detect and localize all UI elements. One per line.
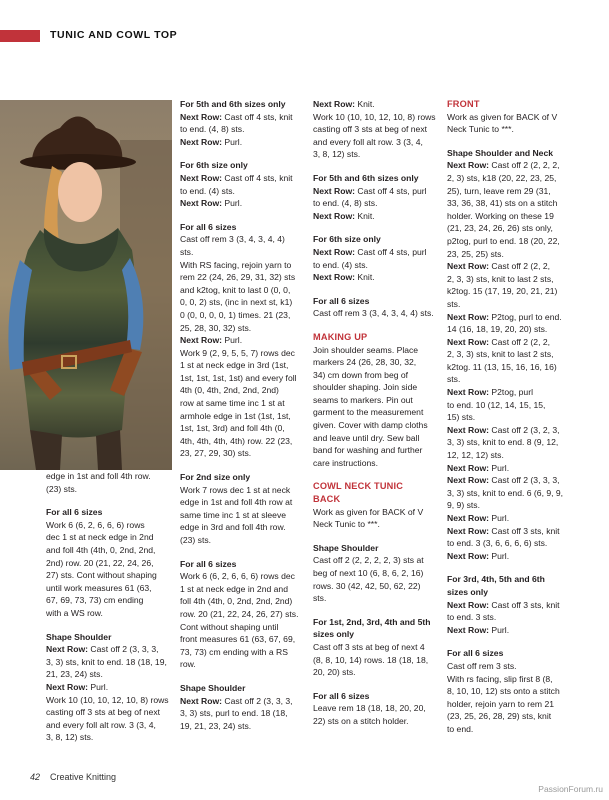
next-row-label: Next Row: xyxy=(447,311,490,322)
text-line: and leave until dry. Sew ball xyxy=(313,432,420,443)
text-line: 34) cm down from beg of xyxy=(313,369,409,380)
section-heading: Shape Shoulder xyxy=(46,631,112,642)
section-title-cowl-neck: COWL NECK TUNIC xyxy=(313,481,404,492)
next-row-label: Next Row: xyxy=(46,681,89,692)
text-line: Cast off 2 (3, 2, 3, xyxy=(491,424,560,435)
next-row-label: Next Row: xyxy=(46,644,89,655)
text-line: Cast off 2 (2, 2, xyxy=(491,336,551,347)
text-line: dec 1 st at neck edge in 2nd xyxy=(46,532,154,543)
text-line xyxy=(447,386,575,399)
next-row-label: Next Row: xyxy=(447,160,490,171)
text-line: and every foll alt row. 3 (3, 4, xyxy=(313,136,423,147)
text-line: garment to the measurement xyxy=(313,407,424,418)
text-line: Purl. xyxy=(224,335,243,346)
text-line: Work as given for BACK of V xyxy=(447,111,558,122)
text-line: k2tog. 11 (13, 15, 16, 16, 16) xyxy=(447,361,557,372)
text-line: Cast off 3 sts, knit xyxy=(491,599,560,610)
text-line xyxy=(313,210,437,223)
section-heading: Shape Shoulder and Neck xyxy=(447,147,554,158)
text-line xyxy=(447,525,575,538)
column-4 xyxy=(447,98,575,736)
column-2 xyxy=(180,98,304,732)
text-line: sts. xyxy=(180,246,194,257)
text-line: Work 6 (6, 2, 6, 6, 6) rows dec xyxy=(180,571,295,582)
text-line: edge in 1st and foll 4th row at xyxy=(180,497,293,508)
text-line: 0 (0, 0, 0, 0, 1) times. 21 (23, xyxy=(180,309,291,320)
next-row-label: Next Row: xyxy=(313,246,356,257)
section-title-front: FRONT xyxy=(447,99,480,109)
text-line: Cast off 3 sts, knit xyxy=(491,525,560,536)
text-line: Work 10 (10, 10, 12, 10, 8) rows xyxy=(313,111,436,122)
text-line xyxy=(180,197,304,210)
text-line: to end. (4, 8) sts. xyxy=(180,124,245,135)
text-line: 67, 69, 73, 73) cm ending xyxy=(46,595,144,606)
next-row-label: Next Row: xyxy=(180,198,223,209)
text-line xyxy=(180,334,304,347)
next-row-label: Next Row: xyxy=(447,261,490,272)
section-heading: For all 6 sizes xyxy=(46,507,103,518)
text-line: sts. xyxy=(447,374,461,385)
text-line: Purl. xyxy=(491,513,510,523)
text-line: 3, 3) sts, knit to end. 18 (18, 19, xyxy=(46,656,167,667)
text-line: 1 st at neck edge in 3rd (1st, xyxy=(180,360,289,371)
text-line: Cast off 2 (2, 2, 2, xyxy=(491,160,560,171)
text-line: P2tog, purl xyxy=(491,387,533,398)
text-line: to end. (4) sts. xyxy=(180,185,235,196)
text-line xyxy=(447,624,575,637)
text-line: 3, 3) sts, knit to end. 8 (9, 12, xyxy=(447,437,559,448)
section-heading: For 5th and 6th sizes only xyxy=(180,99,286,109)
text-line: 19, 21, 23, 24) sts. xyxy=(180,720,252,731)
text-line: Neck Tunic to ***. xyxy=(447,124,514,135)
text-line xyxy=(313,185,437,198)
next-row-label: Next Row: xyxy=(447,599,490,610)
text-line: Cast off 2 (3, 3, 3, xyxy=(224,695,293,706)
text-line xyxy=(447,159,575,172)
text-line: Join shoulder seams. Place xyxy=(313,344,419,355)
next-row-label: Next Row: xyxy=(447,550,490,561)
section-heading: For 6th size only xyxy=(180,160,248,171)
text-line xyxy=(313,98,437,111)
text-line: row. 20 (21, 22, 24, 26, 27) sts. xyxy=(180,608,299,619)
section-heading: For 6th size only xyxy=(313,234,381,245)
text-line: Knit. xyxy=(357,99,375,109)
text-line: and every foll alt row. 3 (3, 4, xyxy=(46,719,156,730)
text-line: Purl. xyxy=(224,198,243,209)
text-line: 1st, 1st, 1st, 1st) and every foll xyxy=(180,372,297,383)
text-line: to end. 3 sts. xyxy=(447,612,497,623)
next-row-label: Next Row: xyxy=(313,272,356,283)
text-line: Knit. xyxy=(357,210,375,221)
text-line: rows. 30 (42, 42, 50, 62, 22) xyxy=(313,580,421,591)
text-line xyxy=(180,111,304,124)
section-heading: For all 6 sizes xyxy=(313,295,370,306)
text-line: Cast off 4 sts, knit xyxy=(224,111,293,122)
text-line: With rs facing, slip first 8 (8, xyxy=(447,673,553,684)
text-line: P2tog, purl to end. xyxy=(491,311,562,322)
text-line: Cast off 4 sts, purl xyxy=(357,185,427,196)
text-line: 27) sts. Cont without shaping xyxy=(46,570,157,581)
text-line xyxy=(180,136,304,149)
section-heading: For all 6 sizes xyxy=(180,221,237,232)
text-line: sts. xyxy=(313,593,327,604)
text-line: foll 4th (4th, 0, 2nd, 2nd, 2nd) xyxy=(180,596,293,607)
text-line: to end. (4) sts. xyxy=(313,259,368,270)
section-heading: For 2nd size only xyxy=(180,472,251,483)
text-line: 2nd) row. 20 (21, 22, 24, 26, xyxy=(46,557,154,568)
text-line: 1 st at neck edge in 2nd and xyxy=(180,583,288,594)
section-heading: For all 6 sizes xyxy=(180,558,237,569)
text-line: until work measures 61 (63, xyxy=(46,582,152,593)
text-line: 14 (16, 18, 19, 20, 20) sts. xyxy=(447,324,548,335)
section-title-back: BACK xyxy=(313,494,341,505)
next-row-label: Next Row: xyxy=(180,172,223,183)
section-heading: Shape Shoulder xyxy=(313,542,379,553)
text-line: to end. 10 (12, 14, 15, 15, xyxy=(447,399,546,410)
text-line: armhole edge in 1st (1st, 1st, xyxy=(180,410,291,421)
text-line xyxy=(447,462,575,475)
text-line: 25), turn, leave rem 29 (31, xyxy=(447,185,551,196)
text-line xyxy=(447,474,575,487)
column-3 xyxy=(313,98,437,728)
text-line: 22) sts on a stitch holder. xyxy=(313,715,409,726)
text-line: sts. xyxy=(447,298,461,309)
text-line: Work 7 rows dec 1 st at neck xyxy=(180,484,291,495)
text-line: given. Cover with damp cloths xyxy=(313,420,428,431)
text-line xyxy=(180,172,304,185)
text-line: 0, 0, 2) sts, (inc in next st, k1) xyxy=(180,297,293,308)
text-line xyxy=(447,599,575,612)
text-line: With RS facing, rejoin yarn to xyxy=(180,259,292,270)
text-line: Leave rem 18 (18, 18, 20, 20, xyxy=(313,703,426,714)
text-line xyxy=(46,681,172,694)
text-line: 33, 36, 38, 41) sts on a stitch xyxy=(447,198,558,209)
next-row-label: Next Row: xyxy=(447,424,490,435)
section-heading: For all 6 sizes xyxy=(447,648,504,659)
next-row-label: Next Row: xyxy=(447,462,490,473)
text-line: Cast off 2 (3, 3, 3, xyxy=(90,644,159,655)
model-photo xyxy=(0,100,172,470)
text-line: Purl. xyxy=(491,624,510,635)
text-line: rem 22 (24, 26, 29, 31, 32) sts xyxy=(180,272,296,283)
text-line: and k2tog, knit to last 0 (0, 0, xyxy=(180,284,291,295)
text-line: 15) sts. xyxy=(447,412,476,423)
text-line: 9, 9) sts. xyxy=(447,500,480,511)
text-line: Work 6 (6, 2, 6, 6, 6) rows xyxy=(46,519,145,530)
text-line xyxy=(313,246,437,259)
text-line: markers 24 (26, 28, 30, 32, xyxy=(313,357,417,368)
text-line: Cont without shaping until xyxy=(180,621,279,632)
text-line xyxy=(447,550,575,563)
text-line: 4th, 4th, 4th, 4th) row. 22 (23, xyxy=(180,435,293,446)
text-line: 2, 3, 3) sts, knit to last 2 sts, xyxy=(447,273,554,284)
text-line: casting off 3 sts at beg of next xyxy=(46,707,161,718)
text-line: Cast off 4 sts, purl xyxy=(357,246,427,257)
text-line: seams to markers. Pin out xyxy=(313,394,413,405)
text-line: Cast off 2 (2, 2, xyxy=(491,261,551,272)
text-line: Cast off rem 3 (3, 4, 3, 4, 4) xyxy=(180,234,285,245)
next-row-label: Next Row: xyxy=(180,111,223,122)
text-line: 2, 3, 3) sts, knit to last 2 sts, xyxy=(447,349,554,360)
text-line: Cast off 3 sts at beg of next 4 xyxy=(313,641,425,652)
next-row-label: Next Row: xyxy=(447,624,490,635)
text-line: Work 10 (10, 10, 12, 10, 8) rows xyxy=(46,694,169,705)
next-row-label: Next Row: xyxy=(447,387,490,398)
text-line: 23, 25, 25) sts. xyxy=(447,248,504,259)
text-line: Purl. xyxy=(224,136,243,147)
section-heading: sizes only xyxy=(313,629,355,640)
text-line: Purl. xyxy=(491,462,510,473)
text-line: Work 9 (2, 9, 5, 5, 7) rows dec xyxy=(180,347,295,358)
watermark: PassionForum.ru xyxy=(538,784,603,794)
section-heading: Shape Shoulder xyxy=(180,682,246,693)
section-heading: For 3rd, 4th, 5th and 6th xyxy=(447,574,545,585)
text-line xyxy=(46,643,172,656)
next-row-label: Next Row: xyxy=(313,210,356,221)
text-line: Neck Tunic to ***. xyxy=(313,519,380,530)
text-line: Purl. xyxy=(491,550,510,561)
next-row-label: Next Row: xyxy=(313,99,356,109)
woman-in-hat-icon xyxy=(0,100,172,470)
text-line: 1st, 1st, 3rd) and foll 4th (0, xyxy=(180,423,285,434)
text-line: p2tog, purl to end. 18 (20, 22, xyxy=(447,235,560,246)
text-line xyxy=(447,424,575,437)
next-row-label: Next Row: xyxy=(180,136,223,147)
text-line: beg of next 10 (6, 8, 6, 2, 16) xyxy=(313,568,424,578)
next-row-label: Next Row: xyxy=(313,185,356,196)
text-line: same time inc 1 st at sleeve xyxy=(180,509,287,520)
text-line: 23, 27, 29, 30) sts. xyxy=(180,448,252,459)
text-line: 3, 3) sts, purl to end. 18 (18, xyxy=(180,708,288,719)
text-line xyxy=(447,311,575,324)
next-row-label: Next Row: xyxy=(447,475,490,486)
next-row-label: Next Row: xyxy=(180,695,223,706)
next-row-label: Next Row: xyxy=(447,513,490,523)
text-line: 3, 8, 12) sts. xyxy=(46,732,94,743)
text-line xyxy=(313,271,437,284)
text-line: to end. (4, 8) sts. xyxy=(313,198,378,209)
section-heading: sizes only xyxy=(447,586,489,597)
text-line: Work as given for BACK of V xyxy=(313,506,424,517)
text-line: Cast off rem 3 (3, 4, 3, 4, 4) sts. xyxy=(313,308,434,319)
text-line: 4th (0, 4th, 2nd, 2nd, 2nd) xyxy=(180,385,279,396)
text-line: band for washing and further xyxy=(313,445,423,456)
text-line: 21, 23, 24) sts. xyxy=(46,669,103,680)
text-line: 25, 28, 30, 32) sts. xyxy=(180,322,252,333)
text-line: 8, 10, 10, 12) sts onto a stitch xyxy=(447,686,560,697)
text-line: holder, rejoin yarn to rem 21 xyxy=(447,698,555,709)
text-line: Cast off 2 (3, 3, 3, xyxy=(491,475,560,486)
text-line xyxy=(447,260,575,273)
text-line: to end. xyxy=(447,723,474,734)
text-line: and foll 4th (4th, 0, 2nd, 2nd, xyxy=(46,544,156,555)
text-line: k2tog. 15 (17, 19, 20, 21, 21) xyxy=(447,286,558,297)
text-line: Purl. xyxy=(90,681,109,692)
text-line xyxy=(180,695,304,708)
text-line xyxy=(447,512,575,525)
text-line: Cast off 2 (2, 2, 2, 2, 3) sts at xyxy=(313,555,424,566)
text-line: front measures 61 (63, 67, 69, xyxy=(180,634,296,645)
text-line: row. xyxy=(180,659,196,670)
text-line: 2, 3) sts, k18 (20, 22, 23, 25, xyxy=(447,172,557,183)
text-line: 3, 3) sts, knit to end. 6 (6, 9, 9, xyxy=(447,487,564,498)
page-number: 42 xyxy=(30,772,41,782)
text-line: casting off 3 sts at beg of next xyxy=(313,124,428,135)
column-1 xyxy=(46,470,172,744)
text-line: 73, 73) cm ending with a RS xyxy=(180,646,288,657)
magazine-name: Creative Knitting xyxy=(50,772,117,782)
section-heading: For all 6 sizes xyxy=(313,690,370,701)
next-row-label: Next Row: xyxy=(447,525,490,536)
next-row-label: Next Row: xyxy=(447,336,490,347)
text-line: 20, 20) sts. xyxy=(313,667,356,678)
next-row-label: Next Row: xyxy=(180,335,223,346)
text-line: (21, 23, 24, 26, 26) sts only, xyxy=(447,223,553,234)
text-line: Cast off rem 3 sts. xyxy=(447,660,517,671)
text-line: 12, 12, 12) sts. xyxy=(447,450,504,461)
text-line: shoulder shaping. Join side xyxy=(313,382,418,393)
text-line: Knit. xyxy=(357,272,375,283)
header-accent-bar xyxy=(0,30,40,42)
text-line: to end. 3 (3, 6, 6, 6, 6) sts. xyxy=(447,538,548,549)
text-line xyxy=(447,336,575,349)
text-line: (23, 25, 26, 28, 29) sts, knit xyxy=(447,711,552,722)
text-line: (23) sts. xyxy=(46,483,78,494)
text-line: 3, 8, 12) sts. xyxy=(313,149,361,160)
text-line: care instructions. xyxy=(313,457,378,468)
text-line: row at same time inc 1 st at xyxy=(180,398,285,409)
section-heading: For 1st, 2nd, 3rd, 4th and 5th xyxy=(313,616,431,627)
text-line: edge in 1st and foll 4th row. xyxy=(46,471,151,481)
section-heading: For 5th and 6th sizes only xyxy=(313,172,419,183)
text-line: Cast off 4 sts, knit xyxy=(224,172,293,183)
text-line: (8, 8, 10, 14) rows. 18 (18, 18, xyxy=(313,654,429,665)
text-line: with a WS row. xyxy=(46,607,103,618)
text-line: edge in 3rd and foll 4th row. xyxy=(180,522,286,533)
text-line: (23) sts. xyxy=(180,535,212,545)
text-line: holder. Working on these 19 xyxy=(447,210,554,221)
page-title: TUNIC AND COWL TOP xyxy=(50,29,178,41)
section-title-making-up: MAKING UP xyxy=(313,331,368,342)
